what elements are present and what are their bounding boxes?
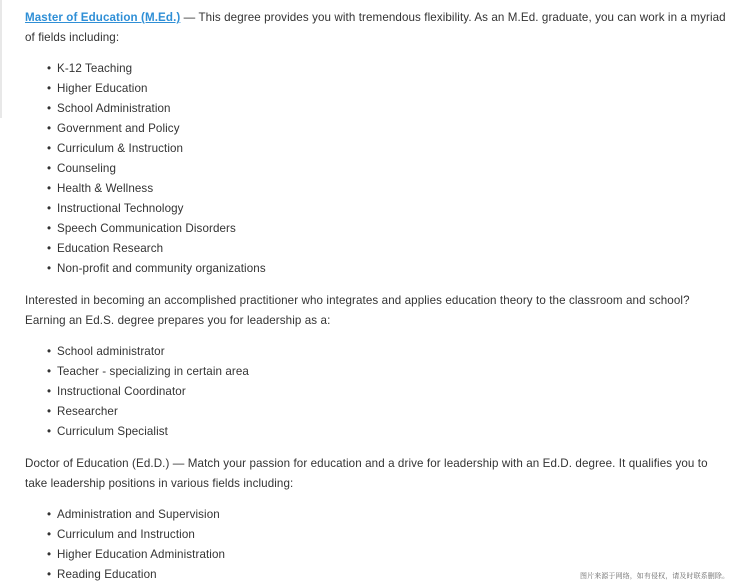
med-fields-list [25,59,730,279]
list-item: • Instructional Technology [47,199,730,219]
list-item: • Counseling [47,159,730,179]
list-item: • Government and Policy [47,119,730,139]
list-item: • Teacher - specializing in certain area [47,362,730,382]
list-item: • Non-profit and community organizations [47,259,730,279]
left-border-rule [0,0,2,118]
list-item: • K-12 Teaching [47,59,730,79]
edd-paragraph: Doctor of Education (Ed.D.) — Match your passion for education and a drive for leadership with an Ed.D. degree. It qualifies you to take leadership positions in various fields including: [25,457,708,490]
list-item: • Researcher [47,402,730,422]
list-item: • Speech Communication Disorders [47,219,730,239]
master-of-education-link[interactable]: Master of Education (M.Ed.) [25,11,181,24]
list-item: • Curriculum and Instruction [47,525,730,545]
list-item: • Curriculum & Instruction [47,139,730,159]
list-item: • Health & Wellness [47,179,730,199]
list-item: • School Administration [47,99,730,119]
list-item: • Higher Education [47,79,730,99]
eds-roles-list [25,342,730,442]
eds-paragraph: Interested in becoming an accomplished practitioner who integrates and applies education theory to the classroom and school? Earning an Ed.S. degree prepares you for leadership as a: [25,294,690,327]
med-description: — This degree provides you with tremendous flexibility. As an M.Ed. graduate, you can work in a myriad of fields including: [25,11,726,44]
list-item: • School administrator [47,342,730,362]
copyright-watermark: 图片来源于网络，如有侵权，请及时联系删除。 [580,572,730,580]
list-item: • Higher Education Administration [47,545,730,565]
list-item: • Administration and Supervision [47,505,730,525]
list-item: • Reading Education [47,565,730,585]
list-item: • Education Research [47,239,730,259]
med-paragraph [25,8,730,47]
list-item: • Instructional Coordinator [47,382,730,402]
list-item: • Curriculum Specialist [47,422,730,442]
article-body [25,8,730,585]
